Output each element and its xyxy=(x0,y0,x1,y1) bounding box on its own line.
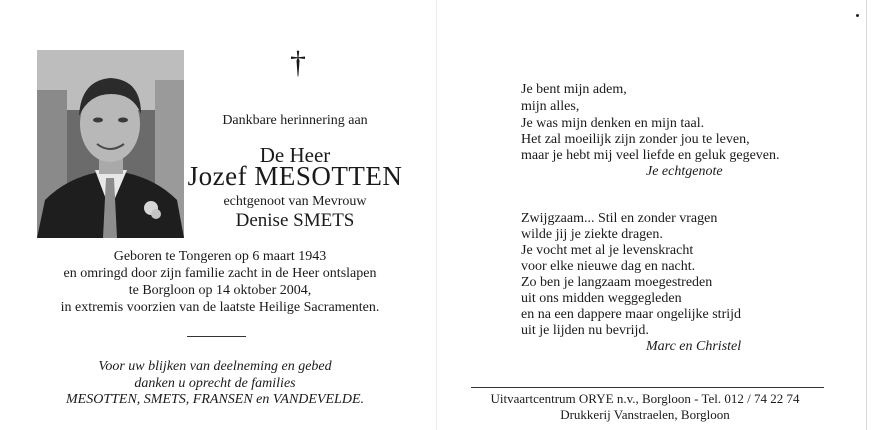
poem2-line: Zwijgzaam... Stil en zonder vragen xyxy=(521,211,718,226)
poem1-line: maar je hebt mij veel liefde en geluk gegeven. xyxy=(521,148,780,163)
printer-line: Drukkerij Vanstraelen, Borgloon xyxy=(560,407,730,422)
poem2-line: wilde jij je ziekte dragen. xyxy=(521,227,663,242)
poem1-line: Je was mijn denken en mijn taal. xyxy=(521,116,705,131)
print-speck xyxy=(856,14,859,17)
footer-divider xyxy=(471,387,824,388)
cross-symbol: † xyxy=(290,44,306,80)
deceased-name: Jozef MESOTTEN xyxy=(187,161,403,191)
intro-text: Dankbare herinnering aan xyxy=(222,113,368,128)
fold-line xyxy=(436,0,437,430)
bio-line: in extremis voorzien van de laatste Heilige Sacramenten. xyxy=(60,300,380,315)
poem2-signature: Marc en Christel xyxy=(646,339,742,354)
spouse-intro: echtgenoot van Mevrouw xyxy=(223,194,367,209)
spouse-name: Denise SMETS xyxy=(235,210,355,231)
divider xyxy=(187,336,246,337)
card-edge xyxy=(866,0,867,430)
poem1-signature: Je echtgenote xyxy=(646,164,723,179)
poem2-line: uit je lijden nu bevrijd. xyxy=(521,323,649,338)
poem2-line: Zo ben je langzaam moegestreden xyxy=(521,275,713,290)
poem1-line: Je bent mijn adem, xyxy=(521,82,627,97)
poem2-line: en na een dappere maar ongelijke strijd xyxy=(521,307,742,322)
bio-line: en omringd door zijn familie zacht in de Heer ontslapen xyxy=(63,266,377,281)
poem2-line: voor elke nieuwe dag en nacht. xyxy=(521,259,696,274)
thanks-families: MESOTTEN, SMETS, FRANSEN en VANDEVELDE. xyxy=(66,392,364,407)
poem2-line: Je vocht met al je levenskracht xyxy=(521,243,694,258)
title-text: De Heer xyxy=(259,143,331,167)
funeral-home-line: Uitvaartcentrum ORYE n.v., Borgloon - Tel. 012 / 74 22 74 xyxy=(490,391,800,406)
poem1-line: Het zal moeilijk zijn zonder jou te leven, xyxy=(521,132,750,147)
poem1-line: mijn alles, xyxy=(521,99,580,114)
thanks-line: Voor uw blijken van deelneming en gebed xyxy=(98,359,332,374)
poem2-line: uit ons midden weggegleden xyxy=(521,291,682,306)
bio-line: te Borgloon op 14 oktober 2004, xyxy=(128,283,312,298)
bio-line: Geboren te Tongeren op 6 maart 1943 xyxy=(113,249,327,264)
thanks-line: danken u oprecht de families xyxy=(134,376,296,391)
